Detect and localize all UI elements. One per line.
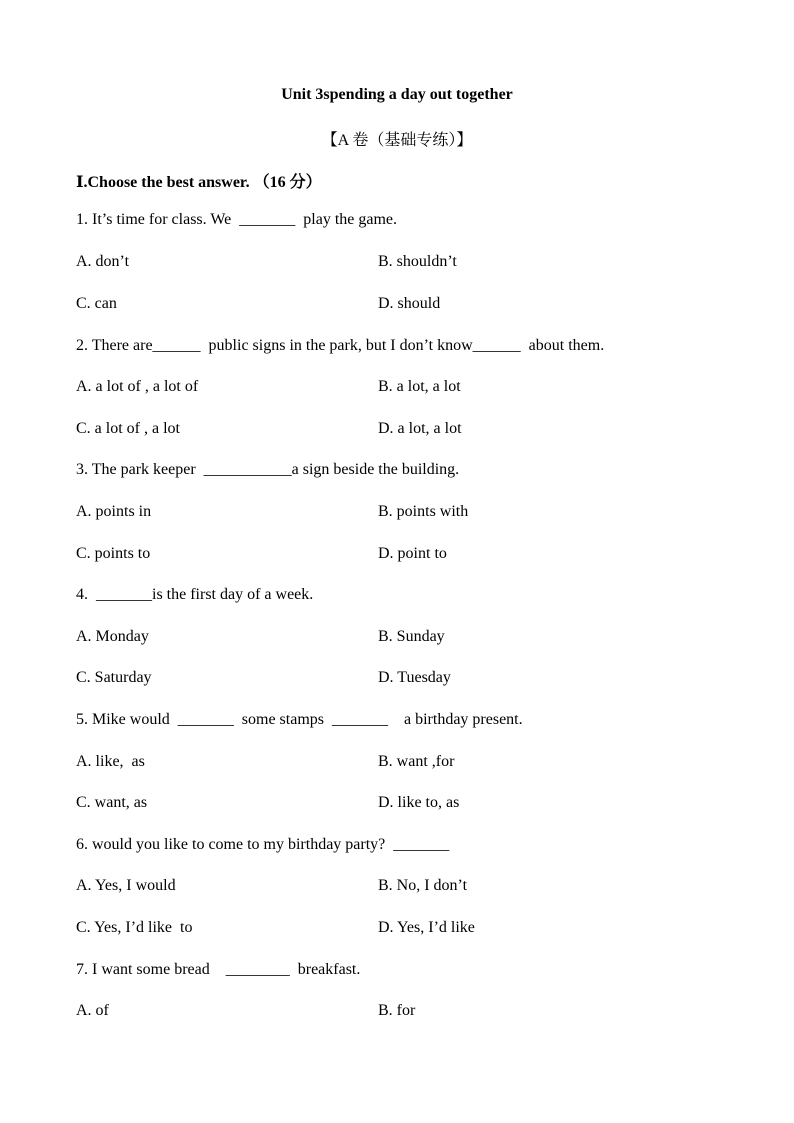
question-5-option-c: C. want, as — [76, 794, 148, 811]
question-4-option-b: B. Sunday — [378, 628, 445, 645]
question-6-option-d: D. Yes, I’d like — [378, 919, 475, 936]
question-7-option-a: A. of — [76, 1002, 109, 1019]
question-4-stem: 4. _______is the first day of a week. — [76, 586, 314, 603]
question-4-option-c: C. Saturday — [76, 669, 152, 686]
question-1-option-a: A. don’t — [76, 253, 130, 270]
question-6-option-b: B. No, I don’t — [378, 877, 468, 894]
question-6-option-c: C. Yes, I’d like to — [76, 919, 193, 936]
question-5-option-d: D. like to, as — [378, 794, 460, 811]
question-7-option-b: B. for — [378, 1002, 416, 1019]
page-title: Unit 3spending a day out together — [281, 86, 513, 103]
question-4-option-d: D. Tuesday — [378, 669, 451, 686]
question-3-option-d: D. point to — [378, 545, 447, 562]
question-3-stem: 3. The park keeper ___________a sign beside the building. — [76, 461, 460, 478]
question-1-option-c: C. can — [76, 295, 117, 312]
question-5-stem: 5. Mike would _______ some stamps _______ a birthday present. — [76, 711, 523, 728]
question-3-option-b: B. points with — [378, 503, 469, 520]
section-heading: Ⅰ.Choose the best answer. （16 分） — [76, 174, 322, 191]
question-3-option-a: A. points in — [76, 503, 152, 520]
question-2-option-d: D. a lot, a lot — [378, 420, 462, 437]
question-7-stem: 7. I want some bread ________ breakfast. — [76, 961, 361, 978]
question-3-option-c: C. points to — [76, 545, 151, 562]
question-6-stem: 6. would you like to come to my birthday party? _______ — [76, 836, 450, 853]
question-2-option-b: B. a lot, a lot — [378, 378, 461, 395]
question-6-option-a: A. Yes, I would — [76, 877, 176, 894]
question-2-option-c: C. a lot of , a lot — [76, 420, 180, 437]
question-1-option-b: B. shouldn’t — [378, 253, 457, 270]
question-5-option-b: B. want ,for — [378, 753, 455, 770]
page-subtitle: 【A 卷（基础专练）】 — [321, 132, 473, 149]
question-2-option-a: A. a lot of , a lot of — [76, 378, 199, 395]
question-1-stem: 1. It’s time for class. We _______ play the game. — [76, 211, 398, 228]
question-2-stem: 2. There are______ public signs in the park, but I don’t know______ about them. — [76, 337, 605, 354]
question-1-option-d: D. should — [378, 295, 441, 312]
question-4-option-a: A. Monday — [76, 628, 149, 645]
question-5-option-a: A. like, as — [76, 753, 145, 770]
